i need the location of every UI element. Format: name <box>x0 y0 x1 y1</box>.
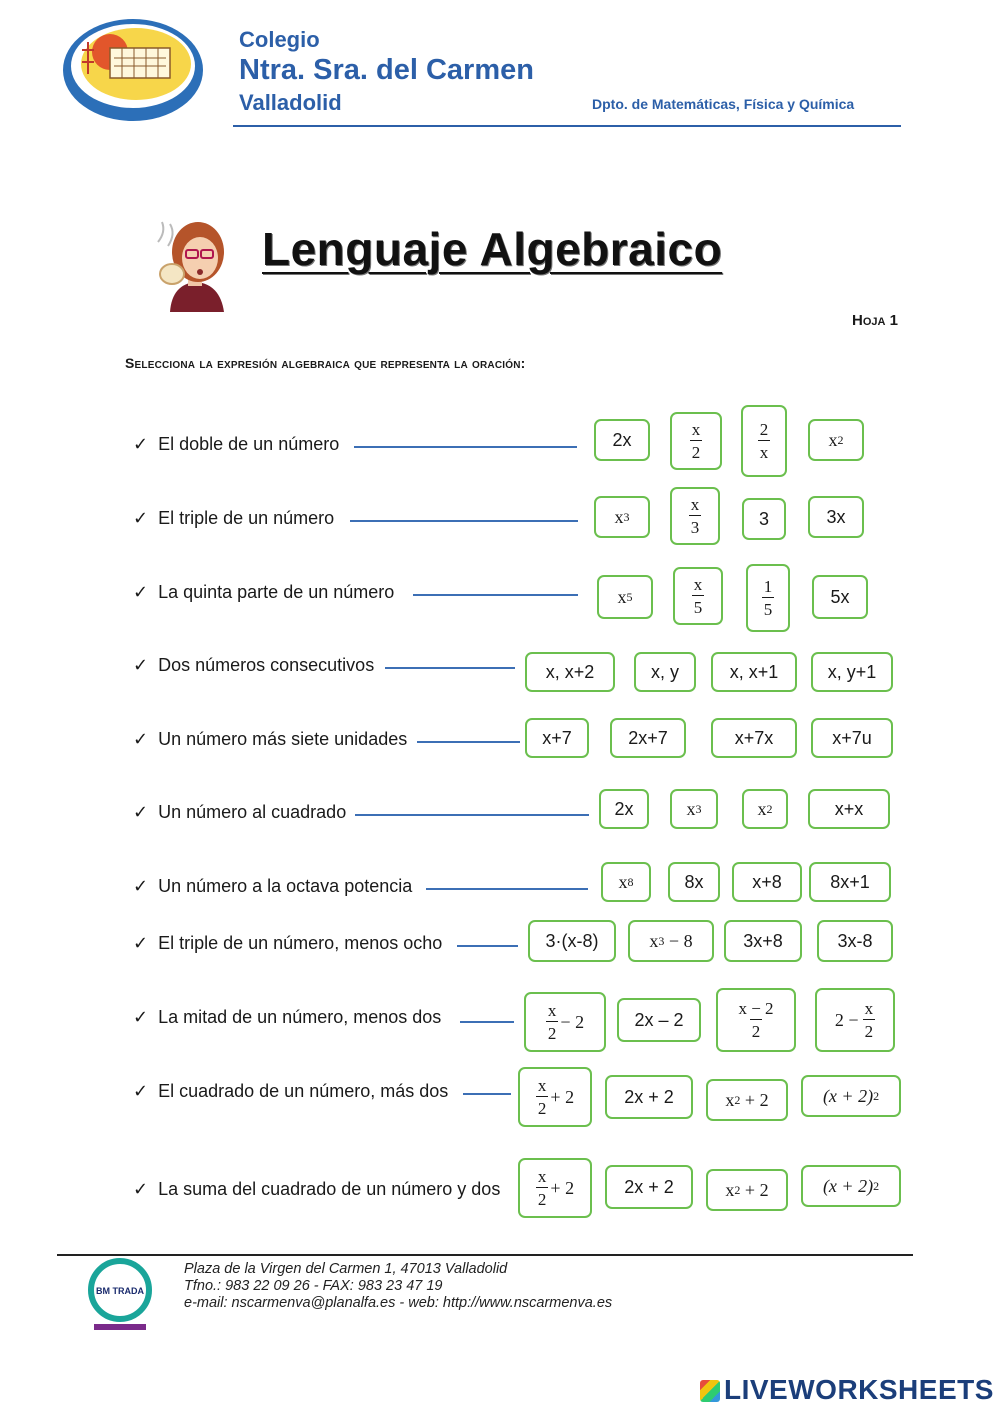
option-5-4[interactable] <box>811 718 893 758</box>
page-title: Lenguaje Algebraico <box>262 223 723 275</box>
option-8-2[interactable] <box>628 920 714 962</box>
fraction-denominator: x <box>758 440 771 461</box>
fraction <box>736 1000 775 1040</box>
question-text: La suma del cuadrado de un número y dos <box>158 1179 501 1199</box>
check-mark-icon: ✓ <box>133 655 149 675</box>
answer-line <box>354 446 577 448</box>
answer-line <box>350 520 578 522</box>
expression-tail: + 2 <box>740 1089 769 1110</box>
power-exponent: 2 <box>873 1088 880 1103</box>
check-mark-icon: ✓ <box>133 876 149 896</box>
question-10 <box>133 1081 448 1102</box>
check-mark-icon: ✓ <box>133 508 149 528</box>
option-10-3[interactable] <box>706 1079 788 1121</box>
option-8-4[interactable] <box>817 920 893 962</box>
fraction-numerator: x <box>864 999 874 1018</box>
fraction-denominator: 2 <box>536 1187 549 1208</box>
fraction <box>758 421 771 461</box>
option-2-3[interactable] <box>742 498 786 540</box>
question-text: El doble de un número <box>158 434 340 454</box>
option-9-2[interactable] <box>617 998 701 1042</box>
check-mark-icon: ✓ <box>133 582 149 602</box>
option-3-1[interactable] <box>597 575 653 619</box>
option-11-4[interactable] <box>801 1165 901 1207</box>
question-text: El cuadrado de un número, más dos <box>158 1081 449 1101</box>
option-text: 2x – 2 <box>634 1009 684 1030</box>
fraction <box>863 1000 876 1040</box>
question-3 <box>133 582 394 603</box>
check-mark-icon: ✓ <box>133 1179 149 1199</box>
option-10-2[interactable] <box>605 1075 693 1119</box>
option-6-4[interactable] <box>808 789 890 829</box>
option-5-1[interactable] <box>525 718 589 758</box>
fraction-numerator: x <box>693 575 703 594</box>
fraction-denominator: 2 <box>536 1096 549 1117</box>
question-text: Un número al cuadrado <box>158 802 347 822</box>
footer-address: Plaza de la Virgen del Carmen 1, 47013 Valladolid <box>184 1261 508 1277</box>
option-text: 2x + 2 <box>624 1086 674 1107</box>
question-text: El triple de un número <box>158 508 335 528</box>
option-10-1[interactable] <box>518 1067 592 1127</box>
power-base: x <box>649 930 659 951</box>
option-text: 8x+1 <box>830 871 870 892</box>
option-11-2[interactable] <box>605 1165 693 1209</box>
option-text: 2x + 2 <box>624 1176 674 1197</box>
fraction-denominator: 2 <box>863 1019 876 1040</box>
option-6-3[interactable] <box>742 789 788 829</box>
power-base: x <box>757 798 767 819</box>
footer-divider <box>57 1254 913 1256</box>
option-text: x, y <box>650 661 679 682</box>
power-exponent: 8 <box>627 874 634 889</box>
power-base: x <box>725 1179 735 1200</box>
check-mark-icon: ✓ <box>133 1081 149 1101</box>
check-mark-icon: ✓ <box>133 1007 149 1027</box>
fraction-denominator: 2 <box>690 440 703 461</box>
option-1-3[interactable] <box>741 405 787 477</box>
option-3-4[interactable] <box>812 575 868 619</box>
option-3-3[interactable] <box>746 564 790 632</box>
option-4-2[interactable] <box>634 652 696 692</box>
power-base: (x + 2) <box>822 1175 874 1196</box>
expression-tail: − 8 <box>664 930 693 951</box>
option-11-1[interactable] <box>518 1158 592 1218</box>
option-4-4[interactable] <box>811 652 893 692</box>
question-2 <box>133 508 334 529</box>
option-text: 2x <box>612 429 632 450</box>
option-10-4[interactable] <box>801 1075 901 1117</box>
option-text: x+7x <box>734 727 774 748</box>
expression-tail: − 2 <box>560 1011 585 1032</box>
option-text: 5x <box>830 586 850 607</box>
expression-tail: + 2 <box>740 1179 769 1200</box>
option-4-3[interactable] <box>711 652 797 692</box>
power-exponent: 2 <box>766 801 773 816</box>
fraction-numerator: x <box>691 420 701 439</box>
option-text: x, y+1 <box>827 661 877 682</box>
option-8-3[interactable] <box>724 920 802 962</box>
power-base: x <box>614 506 624 527</box>
option-6-1[interactable] <box>599 789 649 829</box>
answer-line <box>457 945 518 947</box>
power-exponent: 3 <box>658 933 665 948</box>
power-exponent: 3 <box>695 801 702 816</box>
fraction <box>692 576 705 616</box>
question-8 <box>133 933 442 954</box>
power-base: x <box>828 429 838 450</box>
power-exponent: 2 <box>873 1178 880 1193</box>
option-text: x+x <box>834 798 864 819</box>
option-2-2[interactable] <box>670 487 720 545</box>
header-divider <box>233 125 901 127</box>
question-text: Un número más siete unidades <box>158 729 408 749</box>
answer-line <box>413 594 578 596</box>
footer-contact: e-mail: nscarmenva@planalfa.es - web: http://www.nscarmenva.es <box>184 1295 613 1311</box>
check-mark-icon: ✓ <box>133 802 149 822</box>
cert-label: BM TRADA <box>96 1286 144 1296</box>
option-text: 3x <box>826 506 846 527</box>
option-text: 3x-8 <box>837 930 873 951</box>
option-text: x, x+1 <box>729 661 779 682</box>
power-exponent: 2 <box>734 1092 741 1107</box>
fraction <box>762 578 775 618</box>
question-5 <box>133 729 407 750</box>
option-11-3[interactable] <box>706 1169 788 1211</box>
answer-line <box>460 1021 514 1023</box>
instruction-text: Selecciona la expresión algebraica que representa la oración: <box>125 355 526 371</box>
option-3-2[interactable] <box>673 567 723 625</box>
fraction <box>689 496 702 536</box>
option-7-1[interactable] <box>601 862 651 902</box>
option-7-4[interactable] <box>809 862 891 902</box>
check-mark-icon: ✓ <box>133 434 149 454</box>
option-9-1[interactable] <box>524 992 606 1052</box>
fraction <box>536 1168 549 1208</box>
option-7-3[interactable] <box>732 862 802 902</box>
sheet-number: Hoja 1 <box>852 312 898 329</box>
question-7 <box>133 876 412 897</box>
question-text: El triple de un número, menos ocho <box>158 933 443 953</box>
question-9 <box>133 1007 441 1028</box>
school-logo <box>62 18 204 122</box>
option-1-2[interactable] <box>670 412 722 470</box>
fraction <box>690 421 703 461</box>
fraction-numerator: x − 2 <box>738 999 774 1018</box>
option-1-4[interactable] <box>808 419 864 461</box>
option-9-4[interactable] <box>815 988 895 1052</box>
check-mark-icon: ✓ <box>133 933 149 953</box>
option-text: 3x+8 <box>743 930 783 951</box>
fraction-denominator: 2 <box>546 1021 559 1042</box>
option-text: 8x <box>684 871 704 892</box>
fraction-denominator: 3 <box>689 515 702 536</box>
option-2-1[interactable] <box>594 496 650 538</box>
question-text: La quinta parte de un número <box>158 582 395 602</box>
option-5-3[interactable] <box>711 718 797 758</box>
fraction-numerator: x <box>537 1076 547 1095</box>
liveworksheets-brand: LIVEWORKSHEETS <box>724 1374 994 1405</box>
answer-line <box>417 741 520 743</box>
option-8-1[interactable] <box>528 920 616 962</box>
option-2-4[interactable] <box>808 496 864 538</box>
option-text: 2x+7 <box>628 727 668 748</box>
power-exponent: 5 <box>626 589 633 604</box>
fraction-numerator: x <box>537 1167 547 1186</box>
power-base: x <box>725 1089 735 1110</box>
answer-line <box>355 814 589 816</box>
school-name-line1: Colegio <box>239 27 320 52</box>
power-base: x <box>686 798 696 819</box>
option-text: x, x+2 <box>545 661 595 682</box>
fraction <box>536 1077 549 1117</box>
option-text: 3·(x-8) <box>545 930 599 951</box>
option-text: x+8 <box>752 871 782 892</box>
power-base: (x + 2) <box>822 1085 874 1106</box>
fraction-numerator: 2 <box>759 420 769 439</box>
school-city: Valladolid <box>239 90 342 115</box>
question-4 <box>133 655 374 676</box>
fraction-numerator: x <box>690 495 700 514</box>
fraction-denominator: 5 <box>692 595 705 616</box>
option-4-1[interactable] <box>525 652 615 692</box>
answer-line <box>385 667 515 669</box>
teacher-avatar-icon <box>148 212 243 312</box>
option-text: x+7 <box>542 727 572 748</box>
fraction-numerator: x <box>547 1001 557 1020</box>
power-exponent: 3 <box>623 509 630 524</box>
fraction-numerator: 1 <box>763 577 773 596</box>
option-9-3[interactable] <box>716 988 796 1052</box>
fraction-denominator: 5 <box>762 597 775 618</box>
department-label: Dpto. de Matemáticas, Física y Química <box>592 96 855 112</box>
option-6-2[interactable] <box>670 789 718 829</box>
answer-line <box>463 1093 511 1095</box>
option-text: x+7u <box>832 727 872 748</box>
answer-line <box>426 888 588 890</box>
option-5-2[interactable] <box>610 718 686 758</box>
question-text: Dos números consecutivos <box>158 655 375 675</box>
option-text: 2x <box>614 798 634 819</box>
power-exponent: 2 <box>837 432 844 447</box>
expression-tail: + 2 <box>550 1177 575 1198</box>
expression-tail: + 2 <box>550 1086 575 1107</box>
option-text: 3 <box>758 508 769 529</box>
fraction-denominator: 2 <box>750 1019 763 1040</box>
footer-phone: Tfno.: 983 22 09 26 - FAX: 983 23 47 19 <box>184 1278 443 1294</box>
question-1 <box>133 434 339 455</box>
option-1-1[interactable] <box>594 419 650 461</box>
question-text: La mitad de un número, menos dos <box>158 1007 442 1027</box>
school-name-line2: Ntra. Sra. del Carmen <box>239 54 534 86</box>
power-exponent: 2 <box>734 1182 741 1197</box>
question-text: Un número a la octava potencia <box>158 876 413 896</box>
certification-logo <box>86 1258 154 1334</box>
expression-lead: 2 − <box>834 1009 859 1030</box>
power-base: x <box>618 871 628 892</box>
question-11 <box>133 1179 500 1200</box>
check-mark-icon: ✓ <box>133 729 149 749</box>
fraction <box>546 1002 559 1042</box>
option-7-2[interactable] <box>668 862 720 902</box>
liveworksheets-badge-icon <box>700 1380 720 1402</box>
question-6 <box>133 802 346 823</box>
power-base: x <box>617 586 627 607</box>
